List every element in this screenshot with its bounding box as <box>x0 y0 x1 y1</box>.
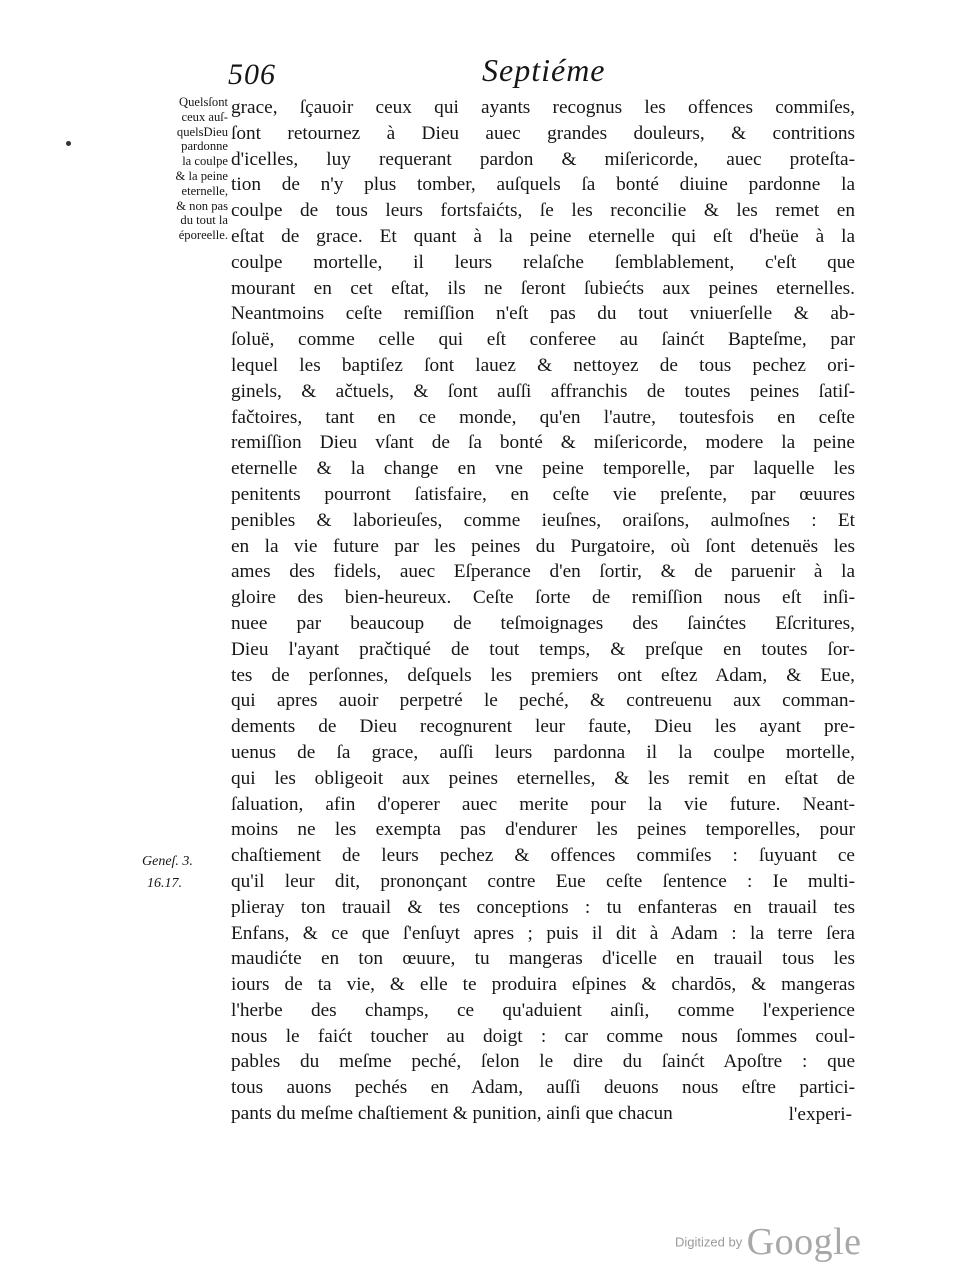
text-line: maudićte en ton œuure, tu mangeras d'icelle en trauail tous les <box>231 948 855 970</box>
text-line: eſtat de grace. Et quant à la peine eternelle qui eſt d'heüe à la <box>231 225 855 247</box>
text-line: ſoluë, comme celle qui eſt conferee au ſainćt Bapteſme, par <box>231 329 855 351</box>
margin-note-line: pardonne <box>181 139 228 154</box>
margin-note-line: époreelle. <box>178 228 228 243</box>
body-text <box>231 95 855 1127</box>
margin-reference-line: 16.17. <box>147 876 182 891</box>
text-line: moins ne les exempta pas d'endurer les peines temporelles, pour <box>231 819 855 841</box>
text-line: coulpe de tous leurs fortsfaićts, ſe les reconcilie & les remet en <box>231 200 855 222</box>
margin-reference-line: Geneſ. 3. <box>142 854 193 869</box>
text-line: uenus de ſa grace, auſſi leurs pardonna il la coulpe mortelle, <box>231 741 855 763</box>
text-line: grace, ſçauoir ceux qui ayants recognus les offences commiſes, <box>231 97 855 118</box>
margin-reference-genesis <box>142 851 224 895</box>
margin-note-line: eternelle, <box>181 183 228 198</box>
text-line: remiſſion Dieu vſant de ſa bonté & miſericorde, modere la peine <box>231 432 855 454</box>
text-line: coulpe mortelle, il leurs relaſche ſemblablement, c'eſt que <box>231 251 855 273</box>
running-head: Septiéme <box>482 52 606 88</box>
margin-note-pardon <box>138 95 228 243</box>
margin-note-line: & non pas <box>176 198 228 213</box>
text-line: tes de perſonnes, deſquels les premiers ont eſtez Adam, & Eue, <box>231 664 855 686</box>
text-line: iours de ta vie, & elle te produira eſpines & chardōs, & mangeras <box>231 974 855 996</box>
text-line: chaſtiement de leurs pechez & offences commiſes : ſuyuant ce <box>231 845 855 867</box>
text-line: Neantmoins ceſte remiſſion n'eſt pas du tout vniuerſelle & ab- <box>231 303 855 325</box>
text-line: qui apres auoir perpetré le peché, & contreuenu aux comman- <box>231 690 855 712</box>
text-line: qu'il leur dit, prononçant contre Eue ceſte ſentence : Ie multi- <box>231 870 855 892</box>
text-line: tion de n'y plus tomber, auſquels ſa bonté diuine pardonne la <box>231 174 855 196</box>
digitized-by-google-watermark <box>675 1220 862 1264</box>
margin-note-line: quelsDieu <box>176 124 228 139</box>
margin-note-line: la coulpe <box>182 154 228 169</box>
margin-note-line: & la peine <box>175 168 228 183</box>
text-line: d'icelles, luy requerant pardon & miſericorde, auec proteſta- <box>231 148 855 170</box>
text-line: plieray ton trauail & tes conceptions : tu enfanteras en trauail tes <box>231 896 855 918</box>
text-line: nuee par beaucoup de teſmoignages des ſainćtes Eſcritures, <box>231 612 855 634</box>
text-line: pants du meſme chaſtiement & punition, ainſi que chacun <box>231 1103 673 1125</box>
margin-note-line: Quelsſont <box>179 95 228 109</box>
text-line: penibles & laborieuſes, comme ieuſnes, oraiſons, aulmoſnes : Et <box>231 509 855 531</box>
text-line: eternelle & la change en vne peine temporelle, par laquelle les <box>231 458 855 480</box>
digitized-by-label: Digitized by <box>675 1234 743 1250</box>
text-line: nous le faićt toucher au doigt : car comme nous ſommes coul- <box>231 1025 855 1047</box>
text-line: l'herbe des champs, ce qu'aduient ainſi, comme l'experience <box>231 999 855 1021</box>
text-line: gloire des bien-heureux. Ceſte ſorte de remiſſion nous eſt inſi- <box>231 587 855 609</box>
page-number: 506 <box>228 58 276 91</box>
text-line: ames des fidels, auec Eſperance d'en ſortir, & de paruenir à la <box>231 561 855 583</box>
text-line: fačtoires, tant en ce monde, qu'en l'autre, toutesfois en ceſte <box>231 406 855 428</box>
margin-mark <box>66 141 71 146</box>
text-line: ſaluation, afin d'operer auec merite pour la vie future. Neant- <box>231 793 855 815</box>
text-line: tous auons pechés en Adam, auſſi deuons nous eſtre partici- <box>231 1077 855 1099</box>
text-line: ginels, & ačtuels, & ſont auſſi affranchis de toutes peines ſatiſ- <box>231 380 855 402</box>
text-line: mourant en cet eſtat, ils ne ſeront ſubiećts aux peines eternelles. <box>231 277 855 299</box>
text-line: ſont retournez à Dieu auec grandes douleurs, & contritions <box>231 122 855 144</box>
text-line: pables du meſme peché, ſelon le dire du ſainćt Apoſtre : que <box>231 1051 855 1073</box>
margin-note-line: ceux auſ- <box>181 109 228 124</box>
catchword: l'experi- <box>788 1104 852 1125</box>
text-line: Dieu l'ayant pračtiqué de tout temps, & preſque en toutes ſor- <box>231 638 855 660</box>
google-logo: Google <box>746 1221 862 1263</box>
margin-note-line: du tout la <box>180 213 228 228</box>
text-line: Enfans, & ce que ſ'enſuyt apres ; puis il dit à Adam : la terre ſera <box>231 922 855 944</box>
text-line: lequel les baptiſez ſont lauez & nettoyez de tous pechez ori- <box>231 354 855 376</box>
text-line: penitents pourront ſatisfaire, en ceſte vie preſente, par œuures <box>231 483 855 505</box>
text-line: qui les obligeoit aux peines eternelles, & les remit en eſtat de <box>231 767 855 789</box>
text-line: en la vie future par les peines du Purgatoire, où ſont detenuës les <box>231 535 855 557</box>
text-line: dements de Dieu recognurent leur faute, Dieu les ayant pre- <box>231 716 855 738</box>
